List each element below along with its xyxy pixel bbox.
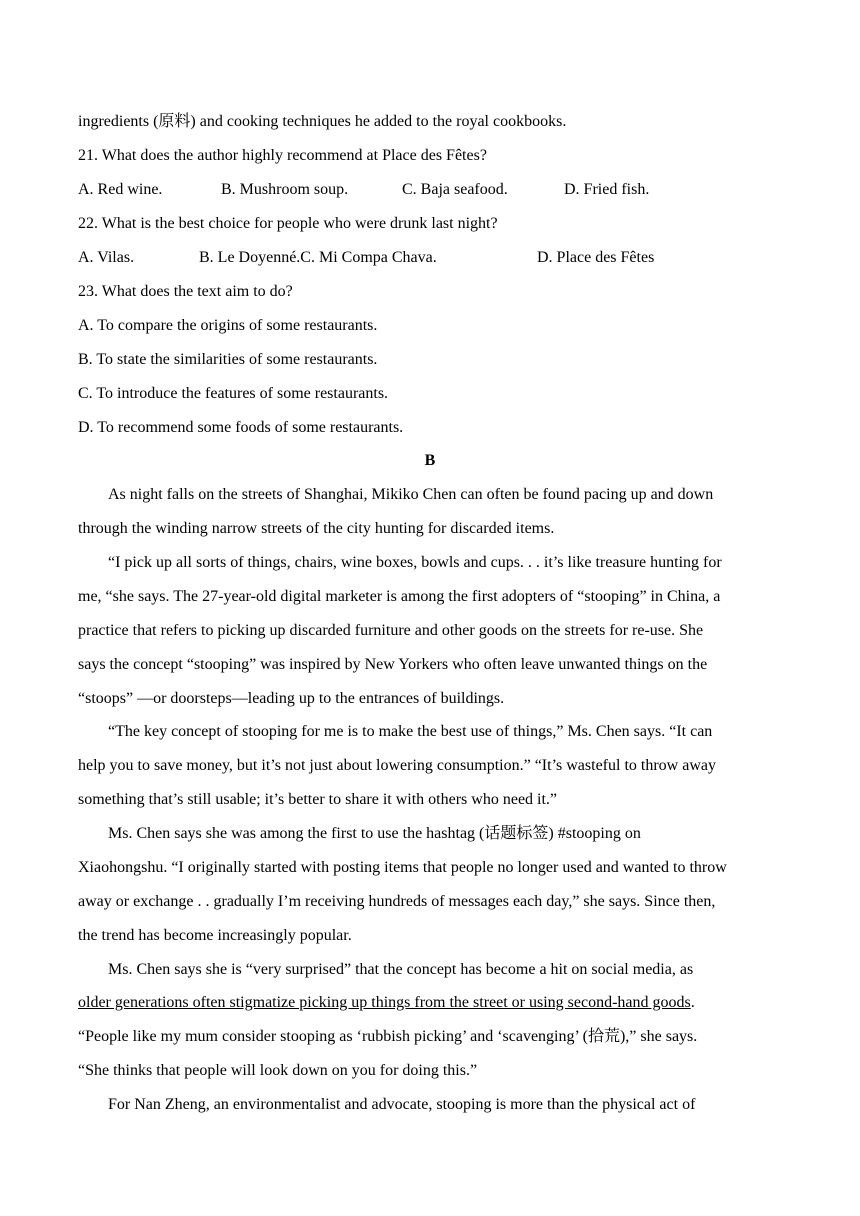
option-d: D. Fried fish. xyxy=(564,181,650,198)
question-23-stem: 23. What does the text aim to do? xyxy=(78,283,293,300)
text-line: ingredients (原料) and cooking techniques he added to the royal cookbooks. xyxy=(78,113,567,130)
option-c: C. To introduce the features of some restaurants. xyxy=(78,385,389,402)
paragraph-line: help you to save money, but it’s not just about lowering consumption.” “It’s wasteful to throw away xyxy=(78,757,716,774)
paragraph-line: me, “she says. The 27-year-old digital marketer is among the first adopters of “stooping” in China, a xyxy=(78,588,721,605)
paragraph-line: through the winding narrow streets of the city hunting for discarded items. xyxy=(78,520,555,537)
underlined-sentence-line xyxy=(78,993,695,1013)
question-22-options xyxy=(78,248,778,268)
paragraph-line: As night falls on the streets of Shanghai, Mikiko Chen can often be found pacing up and down xyxy=(108,486,714,503)
question-22-stem: 22. What is the best choice for people who were drunk last night? xyxy=(78,215,498,232)
option-d: D. Place des Fêtes xyxy=(537,249,655,266)
option-b: B. To state the similarities of some restaurants. xyxy=(78,351,378,368)
paragraph-line: “She thinks that people will look down on you for doing this.” xyxy=(78,1062,478,1079)
option-c: C. Baja seafood. xyxy=(402,181,508,198)
section-heading: B xyxy=(424,452,436,469)
paragraph-line: Ms. Chen says she is “very surprised” that the concept has become a hit on social media, as xyxy=(108,961,694,978)
question-21-options xyxy=(78,180,778,200)
paragraph-line: For Nan Zheng, an environmentalist and advocate, stooping is more than the physical act of xyxy=(108,1096,696,1113)
paragraph-line: the trend has become increasingly popular. xyxy=(78,927,352,944)
option-a: A. Red wine. xyxy=(78,181,163,198)
paragraph-line: “I pick up all sorts of things, chairs, wine boxes, bowls and cups. . . it’s like treasure hunting for xyxy=(108,554,722,571)
paragraph-line: says the concept “stooping” was inspired by New Yorkers who often leave unwanted things on the xyxy=(78,656,708,673)
option-a: A. Vilas. xyxy=(78,249,135,266)
paragraph-line: Ms. Chen says she was among the first to use the hashtag (话题标签) #stooping on xyxy=(108,825,641,842)
paragraph-line: Xiaohongshu. “I originally started with posting items that people no longer used and wanted to throw xyxy=(78,859,727,876)
question-21-stem: 21. What does the author highly recommend at Place des Fêtes? xyxy=(78,147,487,164)
option-b-c: B. Le Doyenné.C. Mi Compa Chava. xyxy=(199,249,437,266)
option-b: B. Mushroom soup. xyxy=(221,181,349,198)
paragraph-line: away or exchange . . gradually I’m receiving hundreds of messages each day,” she says. Since then, xyxy=(78,893,716,910)
option-d: D. To recommend some foods of some restaurants. xyxy=(78,419,404,436)
underlined-sentence: older generations often stigmatize picking up things from the street or using second-hand goods xyxy=(78,994,691,1011)
paragraph-line: something that’s still usable; it’s better to share it with others who need it.” xyxy=(78,791,558,808)
paragraph-line: “The key concept of stooping for me is to make the best use of things,” Ms. Chen says. “It can xyxy=(108,723,713,740)
paragraph-line: practice that refers to picking up discarded furniture and other goods on the streets for re-use. She xyxy=(78,622,704,639)
option-a: A. To compare the origins of some restaurants. xyxy=(78,317,378,334)
underlined-sentence-tail: . xyxy=(690,994,695,1011)
paragraph-line: “stoops” —or doorsteps—leading up to the entrances of buildings. xyxy=(78,690,505,707)
paragraph-line: “People like my mum consider stooping as ‘rubbish picking’ and ‘scavenging’ (拾荒),” she says. xyxy=(78,1028,698,1045)
